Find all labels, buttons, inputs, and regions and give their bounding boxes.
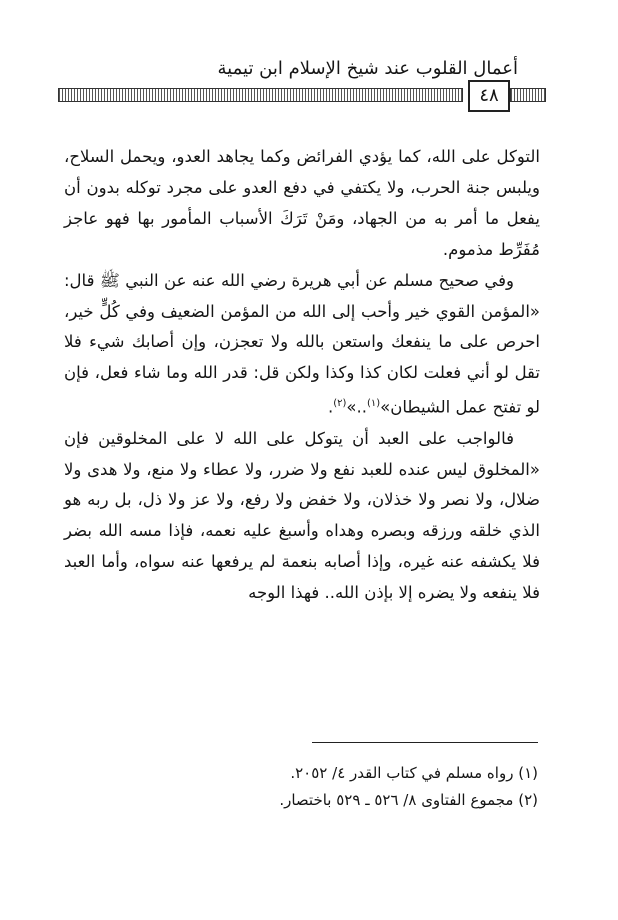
page-number: ٤٨: [468, 80, 510, 112]
footnotes: [68, 760, 538, 814]
body-text: [64, 142, 540, 609]
paragraph-2: [64, 266, 540, 424]
paragraph-2-end: .: [327, 397, 334, 417]
running-title: أعمال القلوب عند شيخ الإسلام ابن تيمية: [217, 58, 518, 79]
footnote-divider: [312, 742, 538, 743]
paragraph-2-main: وفي صحيح مسلم عن أبي هريرة رضي الله عنه عن النبي ﷺ قال: «المؤمن القوي خير وأحب إلى الله من المؤمن الضعيف وفي كُلٍّ خير، احرص على ما ينفعك واستعن بالله ولا تعجزن، وإن أصابك شيء فلا تقل لو أني فعلت لكان كذا وكذا ولكن قل: قدر الله وما شاء فعل، فإن لو تفتح عمل الشيطان»: [64, 270, 540, 417]
footnote-ref-2: (٢): [333, 398, 347, 410]
header-rule-right: [510, 88, 546, 102]
footnote-2: (٢) مجموع الفتاوى ٨/ ٥٢٦ ـ ٥٢٩ باختصار.: [279, 791, 538, 809]
paragraph-2-mid: ..»: [346, 397, 367, 417]
header-rule-left: [58, 88, 463, 102]
paragraph-1: التوكل على الله، كما يؤدي الفرائض وكما يجاهد العدو، ويحمل السلاح، ويلبس جنة الحرب، ولا يكتفي في دفع العدو على مجرد توكله بدون أن يفعل ما أمر به من الجهاد، ومَنْ تَرَكَ الأسباب المأمور بها فهو عاجز مُفَرِّط مذموم.: [64, 147, 540, 259]
paragraph-3: فالواجب على العبد أن يتوكل على الله لا على المخلوقين فإن «المخلوق ليس عنده للعبد نفع ولا ضرر، ولا عطاء ولا منع، ولا هدى ولا ضلال، ولا نصر ولا خذلان، ولا خفض ولا رفع، ولا عز ولا ذل، بل ربه هو الذي خلقه ورزقه وبصره وهداه وأسبغ عليه نعمه، فإذا مسه الله بضر فلا يكشفه عنه غيره، وإذا أصابه بنعمة لم يرفعها عنه سواه، وأما العبد فلا ينفعه ولا يضره إلا بإذن الله.. فهذا الوجه: [64, 428, 540, 603]
footnote-ref-1: (١): [366, 398, 381, 410]
footnote-1: (١) رواه مسلم في كتاب القدر ٤/ ٢٠٥٢.: [290, 764, 538, 782]
